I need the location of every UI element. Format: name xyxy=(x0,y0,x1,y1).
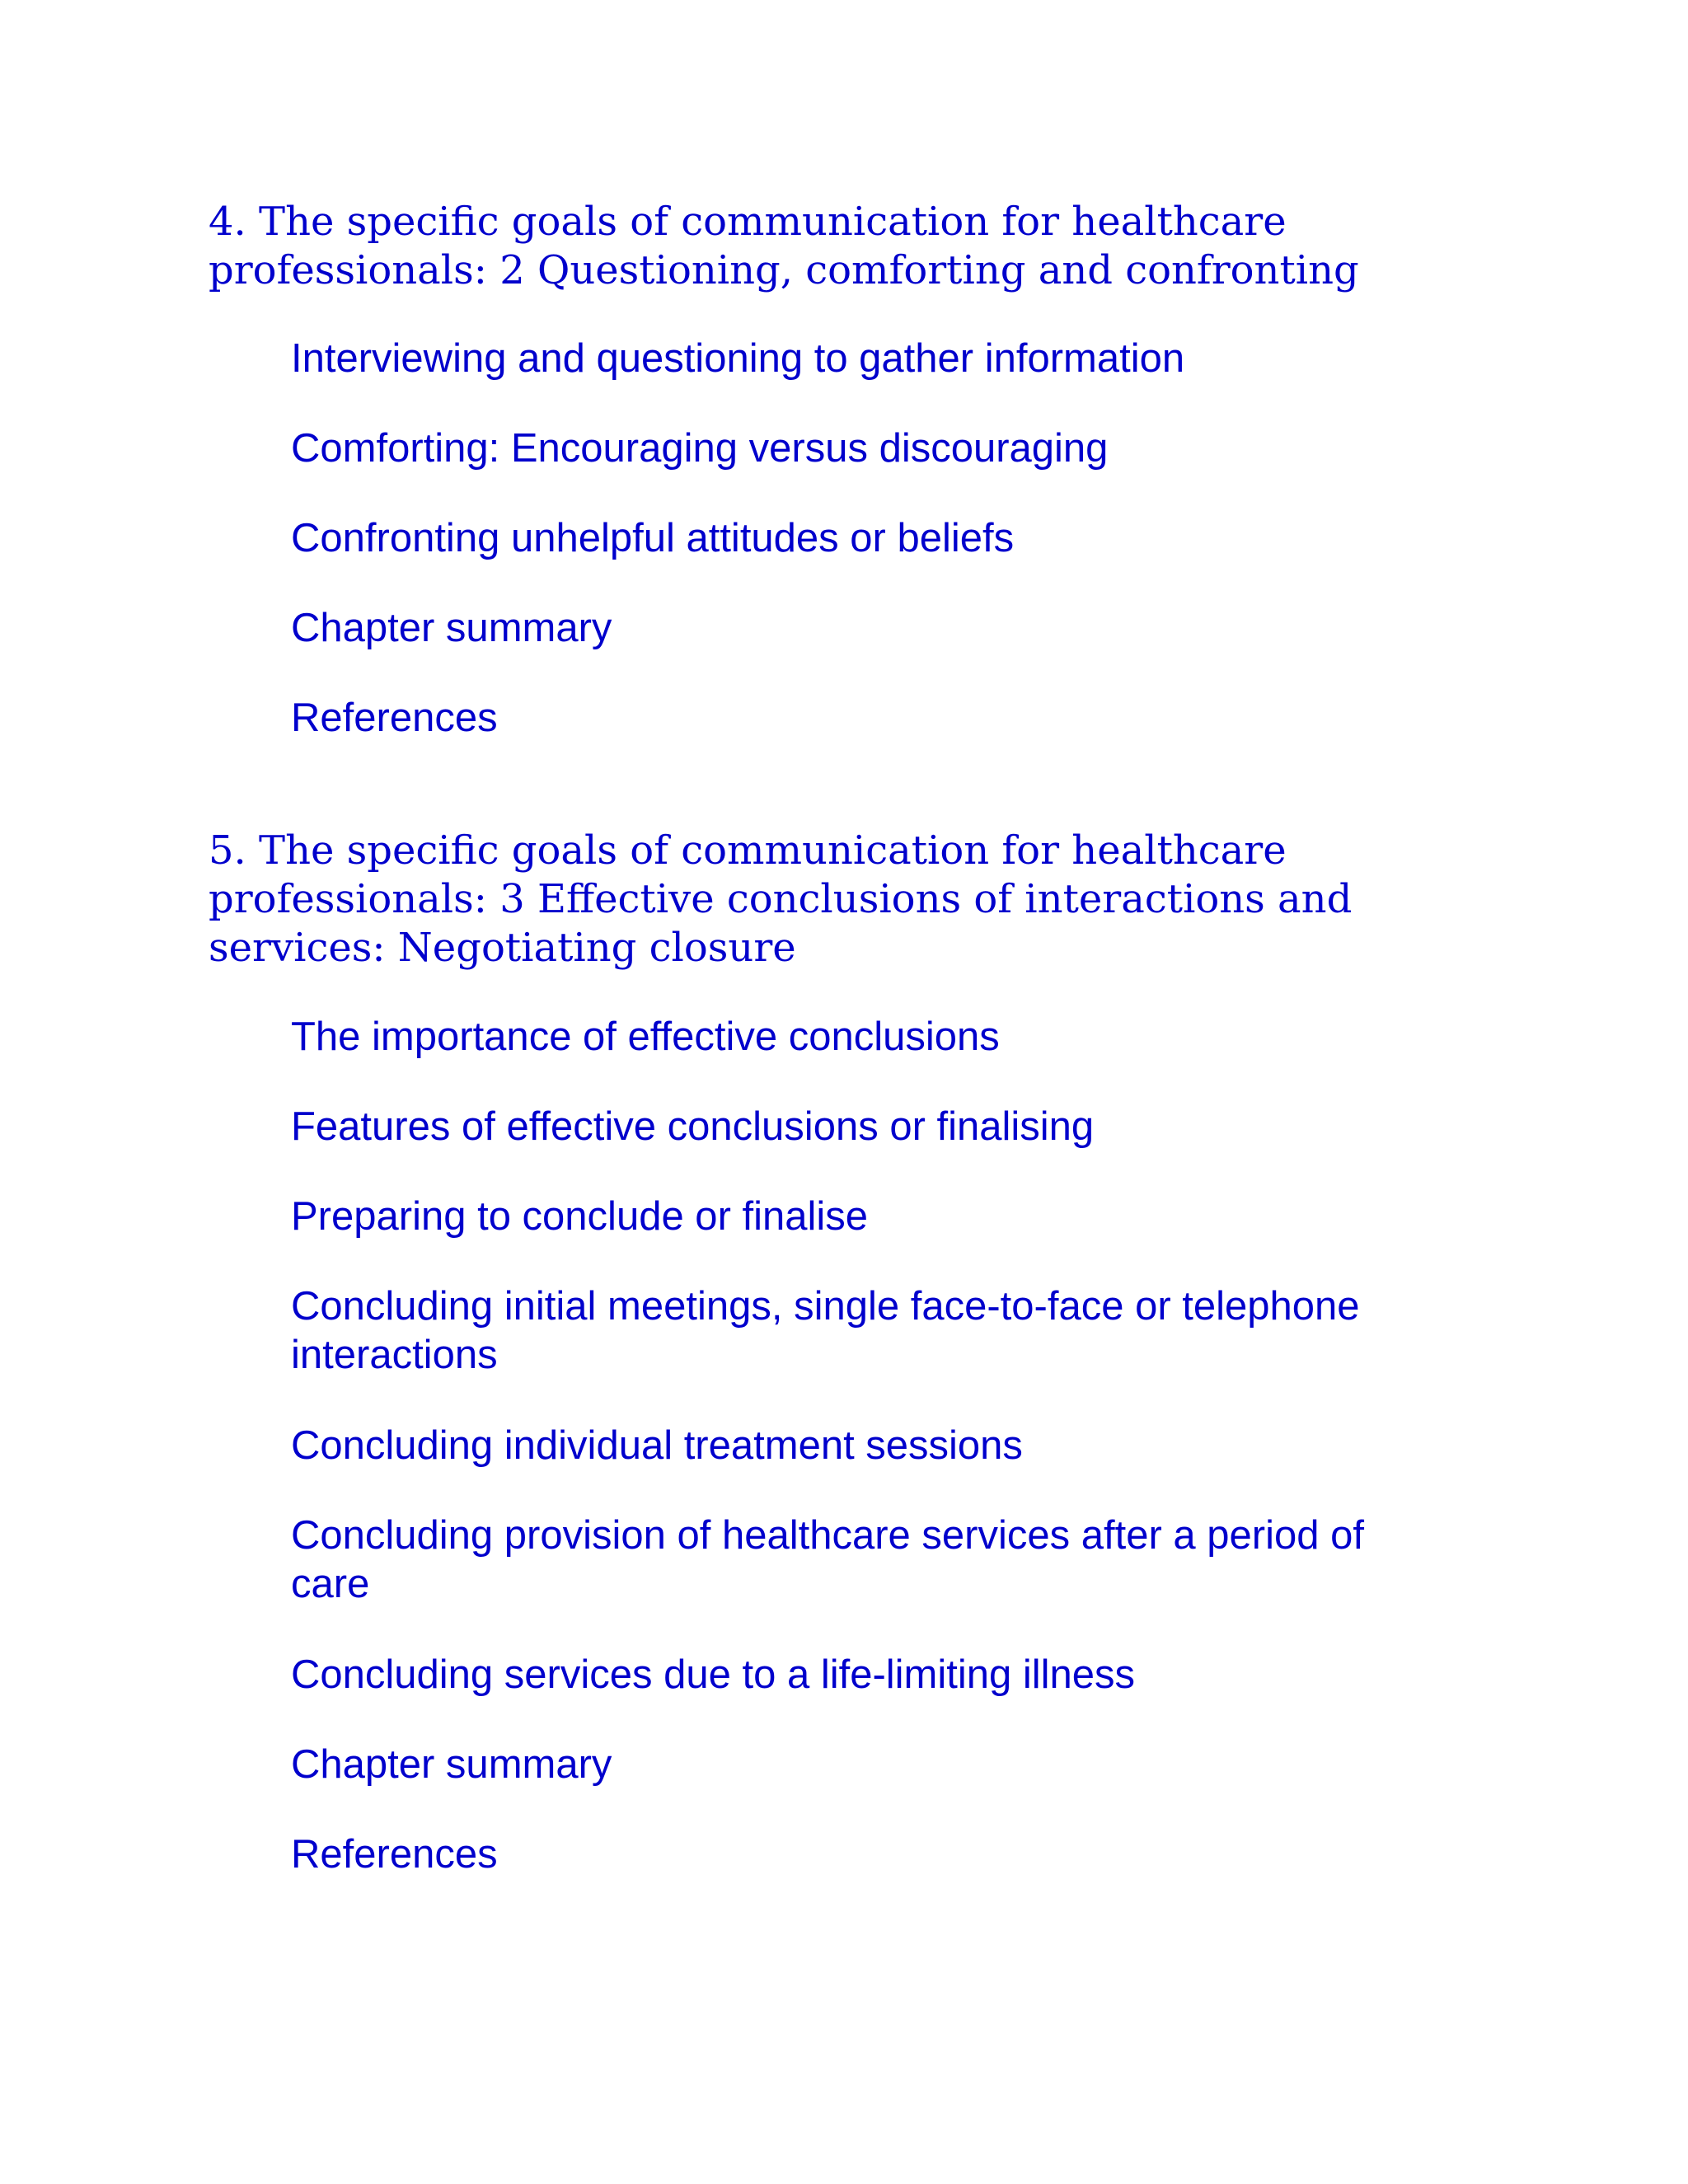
chapter-4-heading: 4. The specific goals of communication for healthcare professionals: 2 Questioning, comforting and confronting xyxy=(209,199,1359,293)
toc-link-chapter-5-summary[interactable]: Chapter summary xyxy=(291,1742,612,1787)
toc-link-concluding-initial-meetings[interactable]: Concluding initial meetings, single face-to-face or telephone interactions xyxy=(291,1284,1360,1377)
toc-link-importance-of-conclusions[interactable]: The importance of effective conclusions xyxy=(291,1015,1000,1059)
toc-link-concluding-healthcare-services[interactable]: Concluding provision of healthcare services after a period of care xyxy=(291,1513,1364,1606)
toc-link-confronting[interactable]: Confronting unhelpful attitudes or beliefs xyxy=(291,516,1015,560)
toc-link-chapter-4-references[interactable]: References xyxy=(291,696,498,740)
toc-link-features-of-conclusions[interactable]: Features of effective conclusions or finalising xyxy=(291,1104,1095,1149)
chapter-5-heading: 5. The specific goals of communication for healthcare professionals: 3 Effective conclusions of interactions and services: Negotiating closure xyxy=(209,827,1353,971)
toc-link-interviewing[interactable]: Interviewing and questioning to gather information xyxy=(291,336,1185,381)
toc-link-concluding-treatment-sessions[interactable]: Concluding individual treatment sessions xyxy=(291,1423,1023,1468)
toc-link-chapter-5-references[interactable]: References xyxy=(291,1832,498,1877)
toc-link-concluding-life-limiting-illness[interactable]: Concluding services due to a life-limiting illness xyxy=(291,1652,1136,1697)
toc-link-preparing-to-conclude[interactable]: Preparing to conclude or finalise xyxy=(291,1194,869,1239)
toc-link-chapter-4-summary[interactable]: Chapter summary xyxy=(291,606,612,650)
toc-link-comforting[interactable]: Comforting: Encouraging versus discouraging xyxy=(291,426,1109,471)
